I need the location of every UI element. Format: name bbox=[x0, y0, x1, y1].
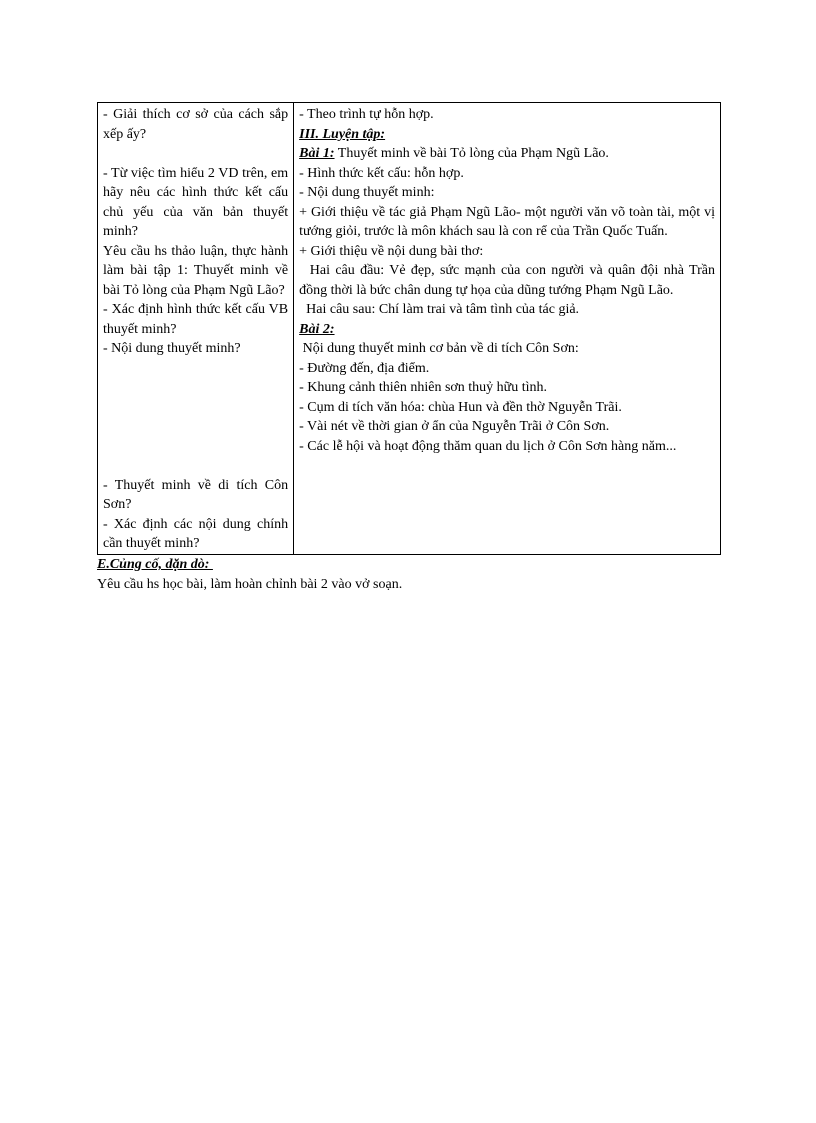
bai2-item-festivals: - Các lễ hội và hoạt động thăm quan du lịch ở Côn Sơn hàng năm... bbox=[299, 438, 677, 454]
bai2-item-relics: - Cụm di tích văn hóa: chùa Hun và đền thờ Nguyễn Trãi. bbox=[299, 399, 622, 415]
lesson-table bbox=[97, 102, 721, 555]
answer-order: - Theo trình tự hỗn hợp. bbox=[299, 107, 434, 122]
section-iii-heading: III. Luyện tập: bbox=[299, 126, 386, 142]
bai1-content-label: - Nội dung thuyết minh: bbox=[299, 185, 435, 200]
question-exercise-1: Yêu cầu hs thảo luận, thực hành làm bài tập 1: Thuyết minh về bài Tỏ lòng của Phạm Ngũ Lão? bbox=[103, 243, 289, 298]
bai1-title: Thuyết minh về bài Tỏ lòng của Phạm Ngũ Lão. bbox=[334, 146, 609, 161]
bai1-title-line bbox=[299, 144, 715, 164]
blank-line bbox=[103, 144, 288, 164]
question-structure-forms: - Từ việc tìm hiểu 2 VD trên, em hãy nêu các hình thức kết cấu chủ yếu của văn bản thuyết minh? bbox=[103, 165, 289, 239]
question-content: - Nội dung thuyết minh? bbox=[103, 341, 241, 356]
bai1-second-couplet: Hai câu sau: Chí làm trai và tâm tình của tác giả. bbox=[299, 302, 580, 317]
bai2-intro: Nội dung thuyết minh cơ bản về di tích Côn Sơn: bbox=[299, 341, 579, 356]
question-structure-type: - Xác định hình thức kết cấu VB thuyết minh? bbox=[103, 302, 289, 337]
consolidation-section bbox=[97, 555, 721, 594]
table-row bbox=[98, 103, 721, 555]
question-con-son: - Thuyết minh về di tích Côn Sơn? bbox=[103, 477, 289, 512]
blank-line bbox=[299, 456, 715, 476]
bai1-poem-intro: + Giới thiệu về nội dung bài thơ: bbox=[299, 243, 484, 259]
teacher-questions-cell bbox=[98, 103, 294, 555]
question-arrangement: - Giải thích cơ sở của cách sắp xếp ấy? bbox=[103, 107, 289, 142]
bai2-label: Bài 2: bbox=[299, 321, 335, 337]
bai1-structure: - Hình thức kết cấu: hỗn hợp. bbox=[299, 165, 464, 181]
bai1-author-intro: + Giới thiệu về tác giả Phạm Ngũ Lão- một người văn võ toàn tài, một vị tướng giỏi, trước là môn khách sau là con rể của Trần Quốc Tuấn. bbox=[299, 204, 715, 239]
bai2-item-route: - Đường đến, địa điểm. bbox=[299, 360, 430, 376]
section-e-heading: E.Củng cố, dặn dò: bbox=[97, 557, 213, 572]
bai2-item-seclusion: - Vài nét về thời gian ở ẩn của Nguyễn Trãi ở Côn Sơn. bbox=[299, 419, 610, 434]
bai1-label: Bài 1: bbox=[299, 146, 335, 161]
answers-cell bbox=[294, 103, 721, 555]
bai1-first-couplet: Hai câu đầu: Vẻ đẹp, sức mạnh của con người và quân đội nhà Trần đồng thời là bức chân dung tự họa của dũng tướng Phạm Ngũ Lão. bbox=[299, 263, 719, 298]
blank-space bbox=[103, 359, 288, 476]
homework-instruction: Yêu cầu hs học bài, làm hoàn chỉnh bài 2 vào vở soạn. bbox=[97, 576, 403, 592]
question-main-content: - Xác định các nội dung chính cần thuyết minh? bbox=[103, 516, 289, 551]
bai2-item-scenery: - Khung cảnh thiên nhiên sơn thuỷ hữu tình. bbox=[299, 380, 548, 395]
